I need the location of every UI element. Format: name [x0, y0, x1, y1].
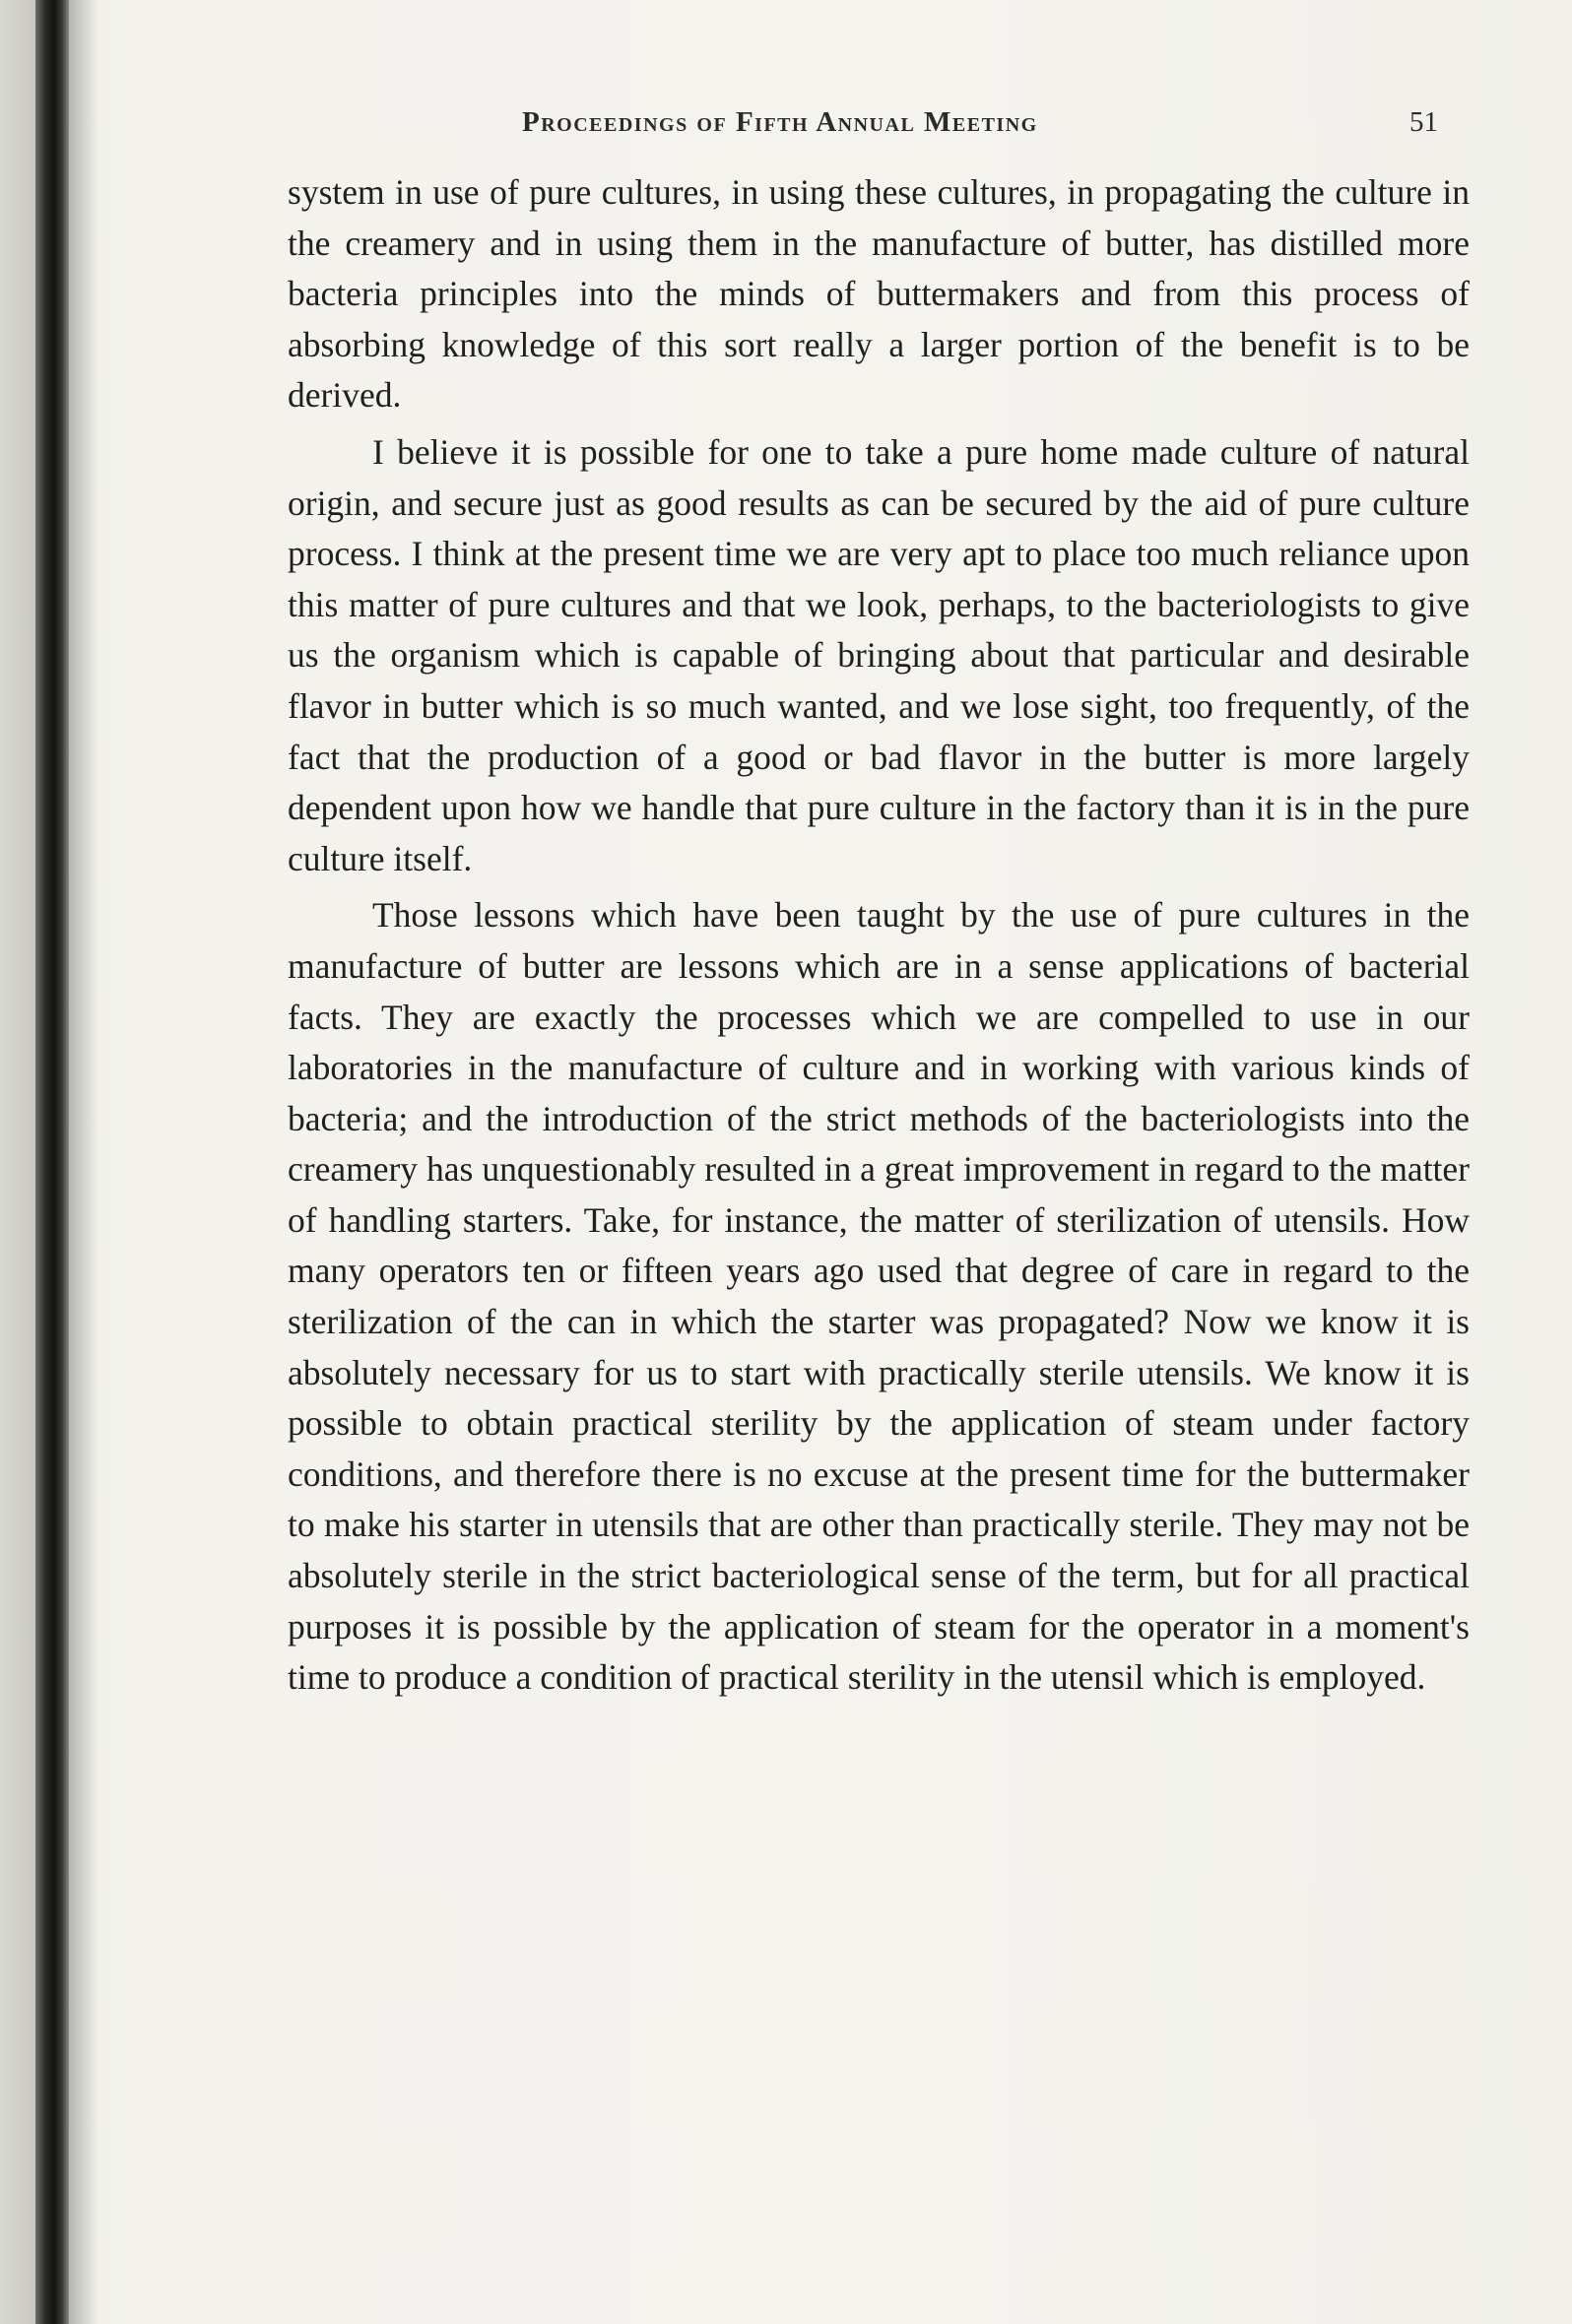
paragraph-pure-home-culture: I believe it is possible for one to take a pure home made culture of natural origin, and secure just as good results as can be secured by the aid of pure culture process. I think at the present time we are very apt to place too much reliance upon this matter of pure cultures and that we look, perhaps, to the bacteriologists to give us the organism which is capable of bringing about that particular and desirable flavor in butter which is so much wanted, and we lose sight, too frequently, of the fact that the production of a good or bad flavor in the butter is more largely dependent upon how we handle that pure culture in the factory than it is in the pure culture itself.	[288, 431, 1470, 878]
page-edge	[0, 0, 35, 2324]
running-head: Proceedings of Fifth Annual Meeting	[522, 106, 1038, 138]
body-text	[288, 167, 1470, 1704]
book-spine	[35, 0, 69, 2324]
page-number: 51	[1409, 106, 1438, 138]
paragraph-continuation: system in use of pure cultures, in using these cultures, in propagating the culture in the creamery and in using them in the manufacture of butter, has distilled more bacteria principles into the minds of buttermakers and from this process of absorbing knowledge of this sort really a larger portion of the benefit is to be derived.	[288, 172, 1470, 416]
paragraph-lessons: Those lessons which have been taught by the use of pure cultures in the manufacture of butter are lessons which are in a sense applications of bacterial facts. They are exactly the processes which we are compelled to use in our laboratories in the manufacture of culture and in working with various kinds of bacteria; and the introduction of the strict methods of the bacteriologists into the creamery has unquestionably resulted in a great improvement in regard to the matter of handling starters. Take, for instance, the matter of sterilization of utensils. How many operators ten or fifteen years ago used that degree of care in regard to the sterilization of the can in which the starter was propagated? Now we know it is absolutely necessary for us to start with practically sterile utensils. We know it is possible to obtain practical sterility by the application of steam under factory conditions, and therefore there is no excuse at the present time for the buttermaker to make his starter in utensils that are other than practically sterile. They may not be absolutely sterile in the strict bacteriological sense of the term, but for all practical purposes it is possible by the application of steam for the operator in a moment's time to produce a condition of practical sterility in the utensil which is employed.	[288, 895, 1470, 1698]
page-header	[286, 106, 1458, 146]
spine-shadow	[69, 0, 98, 2324]
